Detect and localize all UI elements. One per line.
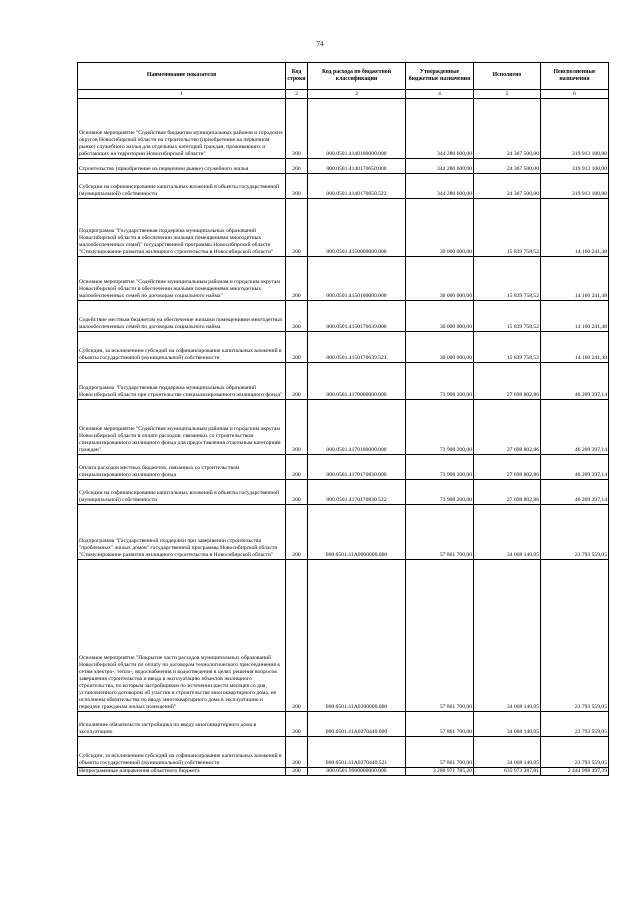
row-budget-code: 000.0501.4150170639.521 (308, 332, 406, 363)
table-row (78, 99, 609, 159)
row-line-code: 200 (286, 174, 308, 199)
header-approved: Утвержденные бюджетные назначения (406, 63, 474, 90)
row-line-code: 200 (286, 99, 308, 159)
table-row (78, 455, 609, 480)
row-unexecuted: 46 209 397,14 (541, 363, 609, 400)
budget-execution-table (77, 62, 609, 776)
table-row (78, 332, 609, 363)
header-budget-code: Код расхода по бюджетной классификации (308, 63, 406, 90)
row-executed: 27 698 802,86 (474, 480, 541, 505)
row-executed: 34 068 140,95 (474, 712, 541, 737)
row-budget-code: 000.0501.4140100000.000 (308, 99, 406, 159)
row-name: Исполнение обязательств застройщика по вводу многоквартирного дома в эксплуатацию (78, 712, 286, 737)
column-number-row (78, 90, 609, 99)
row-approved: 73 908 200,00 (406, 455, 474, 480)
row-unexecuted: 319 913 100,00 (541, 174, 609, 199)
row-unexecuted: 14 160 241,48 (541, 199, 609, 257)
row-name: Непрограммные направления областного бюджета (78, 768, 286, 776)
row-budget-code: 000.0501.4170100000.000 (308, 400, 406, 455)
row-line-code: 200 (286, 199, 308, 257)
row-unexecuted: 14 160 241,48 (541, 332, 609, 363)
column-number: 5 (474, 90, 541, 99)
row-approved: 57 861 700,00 (406, 560, 474, 712)
row-line-code: 200 (286, 768, 308, 776)
row-budget-code: 000.0501.4140170650.000 (308, 159, 406, 174)
table-row (78, 257, 609, 301)
row-approved: 30 000 000,00 (406, 257, 474, 301)
row-budget-code: 000.0501.4150100000.000 (308, 257, 406, 301)
row-unexecuted: 319 913 100,00 (541, 99, 609, 159)
column-number: 4 (406, 90, 474, 99)
row-approved: 30 000 000,00 (406, 301, 474, 332)
row-approved: 344 280 600,00 (406, 174, 474, 199)
row-name: Подпрограмма "Государственная поддержка муниципальных образований Новосибирской области при строительстве специализированного жилищного фонда" (78, 363, 286, 400)
row-approved: 73 908 200,00 (406, 363, 474, 400)
table-row (78, 480, 609, 505)
table-row (78, 505, 609, 560)
row-name: Субсидии, за исключением субсидий на софинансирование капитальных вложений в объекты государственной (муниципальной) собственности (78, 737, 286, 768)
row-name: Подпрограмма "Государственная поддержка муниципальных образований Новосибирской области в обеспечении жилыми помещениями многодетных малообеспеченных семей" государственной программы Новосибирской области "Стимулирование развития жилищного строительства в Новосибирской области" (78, 199, 286, 257)
row-executed: 34 068 140,95 (474, 737, 541, 768)
row-approved: 344 280 600,00 (406, 159, 474, 174)
table-row (78, 768, 609, 776)
row-budget-code: 000.0501.41А0200000.000 (308, 560, 406, 712)
row-executed: 27 698 802,86 (474, 455, 541, 480)
row-budget-code: 000.0501.41А0270440.521 (308, 737, 406, 768)
row-budget-code: 000.0501.4140170650.522 (308, 174, 406, 199)
row-line-code: 200 (286, 480, 308, 505)
row-budget-code: 000.0501.4170000000.000 (308, 363, 406, 400)
header-unexecuted: Неисполненные назначения (541, 63, 609, 90)
row-name: Основное мероприятие "Содействие бюджетам муниципальных районов и городских округов Новосибирской области на строительство (приобретение на первичном рынке) служебного жилья для отдельных категорий граждан, проживающих и работающих на территории Новосибирской области" (78, 99, 286, 159)
row-approved: 73 908 200,00 (406, 480, 474, 505)
row-executed: 24 367 500,00 (474, 159, 541, 174)
row-budget-code: 000.0501.41А0000000.000 (308, 505, 406, 560)
row-line-code: 200 (286, 301, 308, 332)
row-approved: 30 000 000,00 (406, 332, 474, 363)
row-executed: 15 839 758,52 (474, 199, 541, 257)
row-executed: 34 068 140,95 (474, 560, 541, 712)
row-unexecuted: 319 913 100,00 (541, 159, 609, 174)
row-unexecuted: 23 793 559,05 (541, 560, 609, 712)
column-number: 3 (308, 90, 406, 99)
row-unexecuted: 23 793 559,05 (541, 737, 609, 768)
table-row (78, 199, 609, 257)
table-row (78, 174, 609, 199)
table-row (78, 737, 609, 768)
row-budget-code: 000.0501.4170170830.522 (308, 480, 406, 505)
row-executed: 15 839 758,52 (474, 257, 541, 301)
table-row (78, 712, 609, 737)
row-approved: 73 908 200,00 (406, 400, 474, 455)
row-approved: 57 861 700,00 (406, 737, 474, 768)
row-unexecuted: 23 793 559,05 (541, 505, 609, 560)
row-executed: 34 068 140,95 (474, 505, 541, 560)
row-unexecuted: 46 209 397,14 (541, 455, 609, 480)
row-name: Основное мероприятие "Покрытие части расходов муниципальных образований Новосибирской области по оплату по договорам технологического присоединения к сетям электро-, тепло-, водоснабжения и водоотведения в целях решения вопросов завершения строительства и ввода в эксплуатацию объектов жилищного строительства, по которым застройщиком по истечении шести месяцев со дня, установленного договором об участии в строительстве многоквартирного дома, не исполнены обязательства по вводу многоквартирного дома в эксплуатацию и передаче гражданам жилых помещений" (78, 560, 286, 712)
row-unexecuted: 14 160 241,48 (541, 301, 609, 332)
row-executed: 24 367 500,00 (474, 99, 541, 159)
header-line-code: Код строки (286, 63, 308, 90)
row-name: Строительство (приобретение на первичном рынке) служебного жилья (78, 159, 286, 174)
row-line-code: 200 (286, 505, 308, 560)
table-row (78, 363, 609, 400)
row-executed: 27 698 802,86 (474, 400, 541, 455)
row-budget-code: 000.0501.41А0270440.000 (308, 712, 406, 737)
row-line-code: 200 (286, 737, 308, 768)
row-executed: 24 367 500,00 (474, 174, 541, 199)
row-approved: 3 280 971 785,20 (406, 768, 474, 776)
row-unexecuted: 46 209 397,14 (541, 480, 609, 505)
row-approved: 57 861 700,00 (406, 505, 474, 560)
row-line-code: 200 (286, 400, 308, 455)
table-row (78, 301, 609, 332)
column-number: 1 (78, 90, 286, 99)
row-approved: 57 861 700,00 (406, 712, 474, 737)
row-name: Подпрограмма "Государственной поддержки при завершении строительства "проблемных" жилых домов" государственной программы Новосибирской области "Стимулирование развития жилищного строительства в Новосибирской области" (78, 505, 286, 560)
row-name: Содействие местным бюджетам на обеспечение жилыми помещениями многодетных малообеспеченных семей по договорам социального найма (78, 301, 286, 332)
column-number: 6 (541, 90, 609, 99)
column-number: 2 (286, 90, 308, 99)
row-executed: 835 973 287,81 (474, 768, 541, 776)
row-name: Субсидии на софинансирование капитальных вложений в объекты государственной (муниципальной) собственности (78, 174, 286, 199)
header-name: Наименование показателя (78, 63, 286, 90)
row-name: Субсидии, за исключением субсидий на софинансирование капитальных вложений в объекты государственной (муниципальной) собственности (78, 332, 286, 363)
row-executed: 27 698 802,86 (474, 363, 541, 400)
table-row (78, 560, 609, 712)
row-name: Основное мероприятие "Содействие муниципальным районам и городским округам Новосибирской области в оплате расходов, связанных со строительством специализированного жилищного фонда для предоставления отдельным категориям граждан" (78, 400, 286, 455)
row-name: Оплата расходов местных бюджетов, связанных со строительством специализированного жилищного фонда (78, 455, 286, 480)
row-executed: 15 839 758,52 (474, 332, 541, 363)
table-header-row (78, 63, 609, 90)
row-line-code: 200 (286, 159, 308, 174)
row-line-code: 200 (286, 712, 308, 737)
row-line-code: 200 (286, 257, 308, 301)
row-unexecuted: 23 793 559,05 (541, 712, 609, 737)
row-line-code: 200 (286, 455, 308, 480)
row-approved: 30 000 000,00 (406, 199, 474, 257)
table-row (78, 159, 609, 174)
header-executed: Исполнено (474, 63, 541, 90)
row-budget-code: 000.0501.4150170639.000 (308, 301, 406, 332)
row-unexecuted: 2 444 998 497,39 (541, 768, 609, 776)
row-budget-code: 000.0501.9900000000.000 (308, 768, 406, 776)
row-unexecuted: 46 209 397,14 (541, 400, 609, 455)
row-approved: 344 280 600,00 (406, 99, 474, 159)
row-line-code: 200 (286, 363, 308, 400)
row-budget-code: 000.0501.4150000000.000 (308, 199, 406, 257)
page-number: 74 (316, 40, 324, 48)
row-line-code: 200 (286, 332, 308, 363)
row-line-code: 200 (286, 560, 308, 712)
row-executed: 15 839 758,52 (474, 301, 541, 332)
table-row (78, 400, 609, 455)
row-name: Основное мероприятие "Содействие муниципальным районам и городским округам Новосибирской области в обеспечении жилыми помещениями многодетных малообеспеченных семей по договорам социального найма" (78, 257, 286, 301)
row-name: Субсидии на софинансирование капитальных вложений в объекты государственной (муниципальной) собственности (78, 480, 286, 505)
row-unexecuted: 14 160 241,48 (541, 257, 609, 301)
row-budget-code: 000.0501.4170170830.000 (308, 455, 406, 480)
